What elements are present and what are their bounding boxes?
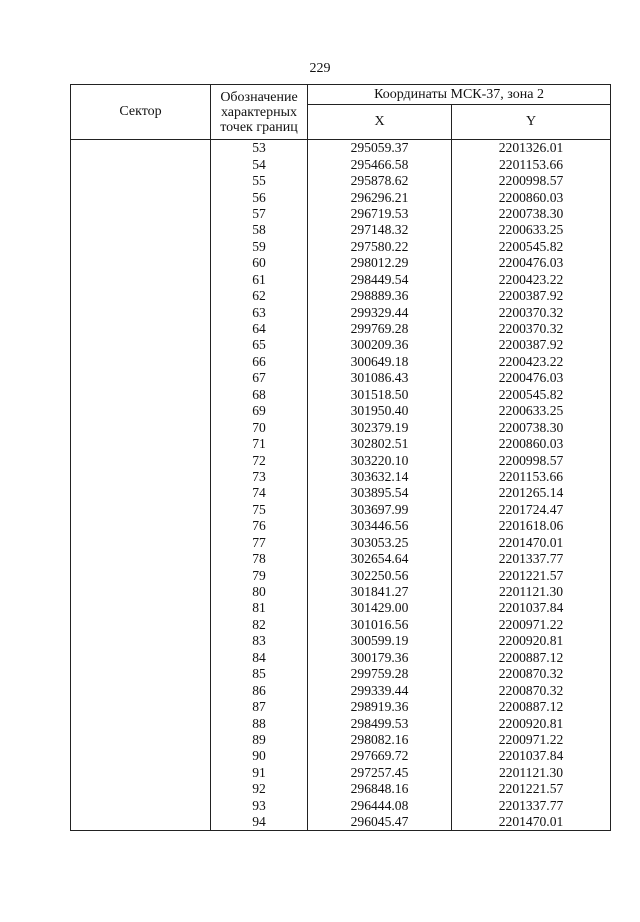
sector-cell (71, 732, 211, 748)
y-cell: 2200633.25 (452, 403, 611, 419)
y-cell: 2200545.82 (452, 239, 611, 255)
table-row (71, 222, 611, 238)
table-row (71, 354, 611, 370)
y-cell: 2201326.01 (452, 140, 611, 157)
x-cell: 303895.54 (308, 485, 452, 501)
point-cell: 61 (211, 272, 308, 288)
x-cell: 299329.44 (308, 304, 452, 320)
sector-cell (71, 255, 211, 271)
point-cell: 79 (211, 567, 308, 583)
sector-cell (71, 600, 211, 616)
x-cell: 297148.32 (308, 222, 452, 238)
y-cell: 2200870.32 (452, 666, 611, 682)
point-cell: 66 (211, 354, 308, 370)
sector-cell (71, 814, 211, 831)
y-cell: 2201037.84 (452, 748, 611, 764)
table-row (71, 699, 611, 715)
y-cell: 2201153.66 (452, 156, 611, 172)
sector-cell (71, 370, 211, 386)
sector-cell (71, 387, 211, 403)
x-cell: 301841.27 (308, 584, 452, 600)
table-row (71, 173, 611, 189)
y-cell: 2201470.01 (452, 814, 611, 831)
x-cell: 301950.40 (308, 403, 452, 419)
sector-cell (71, 222, 211, 238)
sector-cell (71, 748, 211, 764)
point-cell: 86 (211, 682, 308, 698)
header-point-designation (211, 85, 308, 140)
x-cell: 298919.36 (308, 699, 452, 715)
sector-cell (71, 288, 211, 304)
sector-cell (71, 189, 211, 205)
sector-cell (71, 436, 211, 452)
table-row (71, 304, 611, 320)
point-cell: 65 (211, 337, 308, 353)
y-cell: 2200370.32 (452, 321, 611, 337)
point-cell: 63 (211, 304, 308, 320)
header-point-line1: Обозначение (220, 89, 298, 105)
y-cell: 2200998.57 (452, 173, 611, 189)
y-cell: 2201470.01 (452, 535, 611, 551)
sector-cell (71, 403, 211, 419)
y-cell: 2200476.03 (452, 370, 611, 386)
x-cell: 301429.00 (308, 600, 452, 616)
y-cell: 2201221.57 (452, 781, 611, 797)
table-row (71, 535, 611, 551)
table-row (71, 617, 611, 633)
sector-cell (71, 650, 211, 666)
point-cell: 69 (211, 403, 308, 419)
table-row (71, 140, 611, 157)
table-row (71, 600, 611, 616)
point-cell: 89 (211, 732, 308, 748)
x-cell: 298499.53 (308, 715, 452, 731)
table-row (71, 798, 611, 814)
y-cell: 2200423.22 (452, 272, 611, 288)
y-cell: 2201724.47 (452, 502, 611, 518)
x-cell: 302250.56 (308, 567, 452, 583)
point-cell: 55 (211, 173, 308, 189)
x-cell: 295466.58 (308, 156, 452, 172)
table-row (71, 419, 611, 435)
y-cell: 2201121.30 (452, 584, 611, 600)
y-cell: 2200887.12 (452, 650, 611, 666)
x-cell: 302379.19 (308, 419, 452, 435)
point-cell: 93 (211, 798, 308, 814)
sector-cell (71, 682, 211, 698)
x-cell: 303632.14 (308, 469, 452, 485)
x-cell: 296848.16 (308, 781, 452, 797)
y-cell: 2200387.92 (452, 288, 611, 304)
x-cell: 303220.10 (308, 452, 452, 468)
point-cell: 75 (211, 502, 308, 518)
y-cell: 2200860.03 (452, 189, 611, 205)
sector-cell (71, 584, 211, 600)
point-cell: 83 (211, 633, 308, 649)
y-cell: 2201153.66 (452, 469, 611, 485)
sector-cell (71, 535, 211, 551)
table-row (71, 633, 611, 649)
sector-cell (71, 354, 211, 370)
x-cell: 297669.72 (308, 748, 452, 764)
y-cell: 2200738.30 (452, 206, 611, 222)
point-cell: 60 (211, 255, 308, 271)
y-cell: 2201337.77 (452, 551, 611, 567)
table-row (71, 485, 611, 501)
x-cell: 302802.51 (308, 436, 452, 452)
table-row (71, 715, 611, 731)
table-row (71, 239, 611, 255)
sector-cell (71, 173, 211, 189)
table-row (71, 156, 611, 172)
x-cell: 298082.16 (308, 732, 452, 748)
table-row (71, 436, 611, 452)
table-row (71, 452, 611, 468)
x-cell: 300179.36 (308, 650, 452, 666)
y-cell: 2200870.32 (452, 682, 611, 698)
sector-cell (71, 765, 211, 781)
x-cell: 302654.64 (308, 551, 452, 567)
table-row (71, 748, 611, 764)
page-number: 229 (309, 61, 331, 76)
table-row (71, 321, 611, 337)
sector-cell (71, 452, 211, 468)
x-cell: 301086.43 (308, 370, 452, 386)
x-cell: 300649.18 (308, 354, 452, 370)
point-cell: 91 (211, 765, 308, 781)
table-row (71, 272, 611, 288)
y-cell: 2201221.57 (452, 567, 611, 583)
sector-cell (71, 502, 211, 518)
x-cell: 298449.54 (308, 272, 452, 288)
point-cell: 57 (211, 206, 308, 222)
point-cell: 92 (211, 781, 308, 797)
table-row (71, 370, 611, 386)
sector-cell (71, 798, 211, 814)
y-cell: 2201337.77 (452, 798, 611, 814)
y-cell: 2201618.06 (452, 518, 611, 534)
table-row (71, 387, 611, 403)
sector-cell (71, 485, 211, 501)
y-cell: 2200423.22 (452, 354, 611, 370)
table-row (71, 337, 611, 353)
table-row (71, 469, 611, 485)
table-row (71, 584, 611, 600)
table-row (71, 765, 611, 781)
sector-cell (71, 304, 211, 320)
x-cell: 295878.62 (308, 173, 452, 189)
sector-cell (71, 321, 211, 337)
y-cell: 2200998.57 (452, 452, 611, 468)
sector-cell (71, 156, 211, 172)
table-row (71, 551, 611, 567)
x-cell: 297257.45 (308, 765, 452, 781)
x-cell: 301518.50 (308, 387, 452, 403)
point-cell: 56 (211, 189, 308, 205)
y-cell: 2201037.84 (452, 600, 611, 616)
sector-cell (71, 551, 211, 567)
header-x: X (308, 105, 452, 140)
point-cell: 72 (211, 452, 308, 468)
x-cell: 296444.08 (308, 798, 452, 814)
x-cell: 298012.29 (308, 255, 452, 271)
sector-cell (71, 617, 211, 633)
point-cell: 73 (211, 469, 308, 485)
table-row (71, 189, 611, 205)
sector-cell (71, 699, 211, 715)
y-cell: 2200633.25 (452, 222, 611, 238)
x-cell: 296296.21 (308, 189, 452, 205)
point-cell: 82 (211, 617, 308, 633)
y-cell: 2200920.81 (452, 633, 611, 649)
table-row (71, 814, 611, 831)
x-cell: 303697.99 (308, 502, 452, 518)
point-cell: 88 (211, 715, 308, 731)
y-cell: 2200920.81 (452, 715, 611, 731)
point-cell: 62 (211, 288, 308, 304)
point-cell: 84 (211, 650, 308, 666)
sector-cell (71, 715, 211, 731)
header-sector: Сектор (71, 85, 211, 140)
x-cell: 296719.53 (308, 206, 452, 222)
sector-cell (71, 567, 211, 583)
header-point-line3: точек границ (220, 119, 298, 135)
header-point-line2: характерных (220, 104, 298, 120)
point-cell: 68 (211, 387, 308, 403)
table-row (71, 502, 611, 518)
table-row (71, 666, 611, 682)
table-row (71, 403, 611, 419)
y-cell: 2201265.14 (452, 485, 611, 501)
table-header (71, 85, 611, 140)
point-cell: 58 (211, 222, 308, 238)
y-cell: 2200971.22 (452, 732, 611, 748)
table-row (71, 650, 611, 666)
y-cell: 2200370.32 (452, 304, 611, 320)
table-row (71, 781, 611, 797)
point-cell: 81 (211, 600, 308, 616)
point-cell: 85 (211, 666, 308, 682)
table-row (71, 288, 611, 304)
x-cell: 298889.36 (308, 288, 452, 304)
x-cell: 299339.44 (308, 682, 452, 698)
point-cell: 80 (211, 584, 308, 600)
coordinates-table (70, 84, 611, 831)
header-coordinates: Координаты МСК-37, зона 2 (308, 85, 611, 105)
sector-cell (71, 469, 211, 485)
y-cell: 2200476.03 (452, 255, 611, 271)
table-row (71, 732, 611, 748)
point-cell: 76 (211, 518, 308, 534)
x-cell: 300209.36 (308, 337, 452, 353)
x-cell: 296045.47 (308, 814, 452, 831)
header-y: Y (452, 105, 611, 140)
x-cell: 300599.19 (308, 633, 452, 649)
sector-cell (71, 337, 211, 353)
table-row (71, 255, 611, 271)
point-cell: 67 (211, 370, 308, 386)
table-body (71, 140, 611, 831)
point-cell: 87 (211, 699, 308, 715)
sector-cell (71, 239, 211, 255)
table-row (71, 567, 611, 583)
sector-cell (71, 272, 211, 288)
sector-cell (71, 518, 211, 534)
x-cell: 303053.25 (308, 535, 452, 551)
point-cell: 94 (211, 814, 308, 831)
point-cell: 90 (211, 748, 308, 764)
point-cell: 54 (211, 156, 308, 172)
point-cell: 74 (211, 485, 308, 501)
x-cell: 295059.37 (308, 140, 452, 157)
y-cell: 2200387.92 (452, 337, 611, 353)
point-cell: 77 (211, 535, 308, 551)
sector-cell (71, 781, 211, 797)
x-cell: 303446.56 (308, 518, 452, 534)
x-cell: 299759.28 (308, 666, 452, 682)
point-cell: 71 (211, 436, 308, 452)
point-cell: 59 (211, 239, 308, 255)
sector-cell (71, 140, 211, 157)
point-cell: 64 (211, 321, 308, 337)
point-cell: 53 (211, 140, 308, 157)
sector-cell (71, 206, 211, 222)
y-cell: 2200860.03 (452, 436, 611, 452)
x-cell: 301016.56 (308, 617, 452, 633)
table-row (71, 518, 611, 534)
table-row (71, 682, 611, 698)
y-cell: 2201121.30 (452, 765, 611, 781)
x-cell: 299769.28 (308, 321, 452, 337)
y-cell: 2200887.12 (452, 699, 611, 715)
y-cell: 2200971.22 (452, 617, 611, 633)
y-cell: 2200545.82 (452, 387, 611, 403)
point-cell: 70 (211, 419, 308, 435)
x-cell: 297580.22 (308, 239, 452, 255)
table-row (71, 206, 611, 222)
sector-cell (71, 419, 211, 435)
point-cell: 78 (211, 551, 308, 567)
y-cell: 2200738.30 (452, 419, 611, 435)
sector-cell (71, 666, 211, 682)
sector-cell (71, 633, 211, 649)
